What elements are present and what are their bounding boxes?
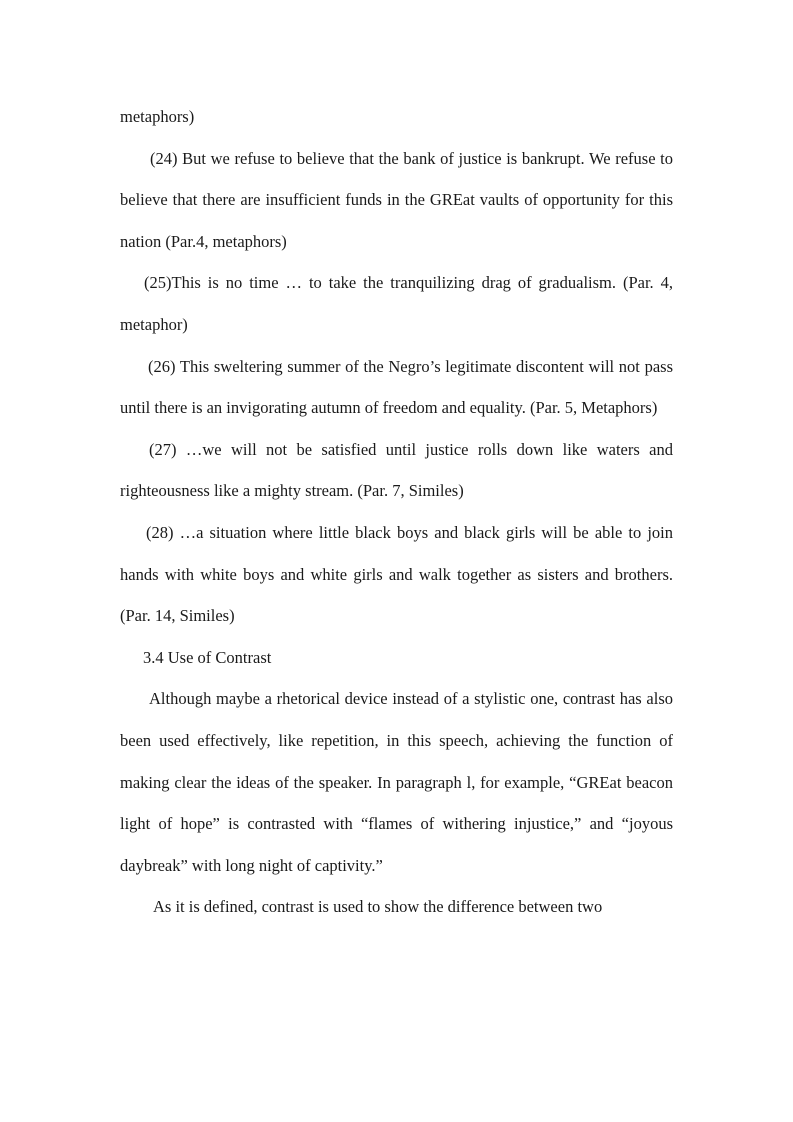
example-27-paragraph: (27) …we will not be satisfied until justice rolls down like waters and righteousness like a mighty stream. (Par. 7, Similes) [120,439,673,501]
section-heading: 3.4 Use of Contrast [143,647,272,667]
document-page [120,96,673,928]
example-24-paragraph: (24) But we refuse to believe that the bank of justice is bankrupt. We refuse to believe that there are insufficient funds in the GREat vaults of opportunity for this nation (Par.4, metaphors) [120,148,673,251]
contrast-definition-paragraph: As it is defined, contrast is used to show the difference between two [153,897,603,917]
example-26-paragraph: (26) This sweltering summer of the Negro’s legitimate discontent will not pass until there is an invigorating autumn of freedom and equality. (Par. 5, Metaphors) [120,356,673,418]
contrast-paragraph: Although maybe a rhetorical device instead of a stylistic one, contrast has also been used effectively, like repetition, in this speech, achieving the function of making clear the ideas of the speaker. In paragraph l, for example, “GREat beacon light of hope” is contrasted with “flames of withering injustice,” and “joyous daybreak” with long night of captivity.” [120,689,673,875]
example-28-paragraph: (28) …a situation where little black boys and black girls will be able to join hands with white boys and white girls and walk together as sisters and brothers. (Par. 14, Similes) [120,522,673,626]
paragraph-continuation: metaphors) [120,107,195,126]
example-25-paragraph: (25)This is no time … to take the tranquilizing drag of gradualism. (Par. 4, metaphor) [120,273,673,334]
